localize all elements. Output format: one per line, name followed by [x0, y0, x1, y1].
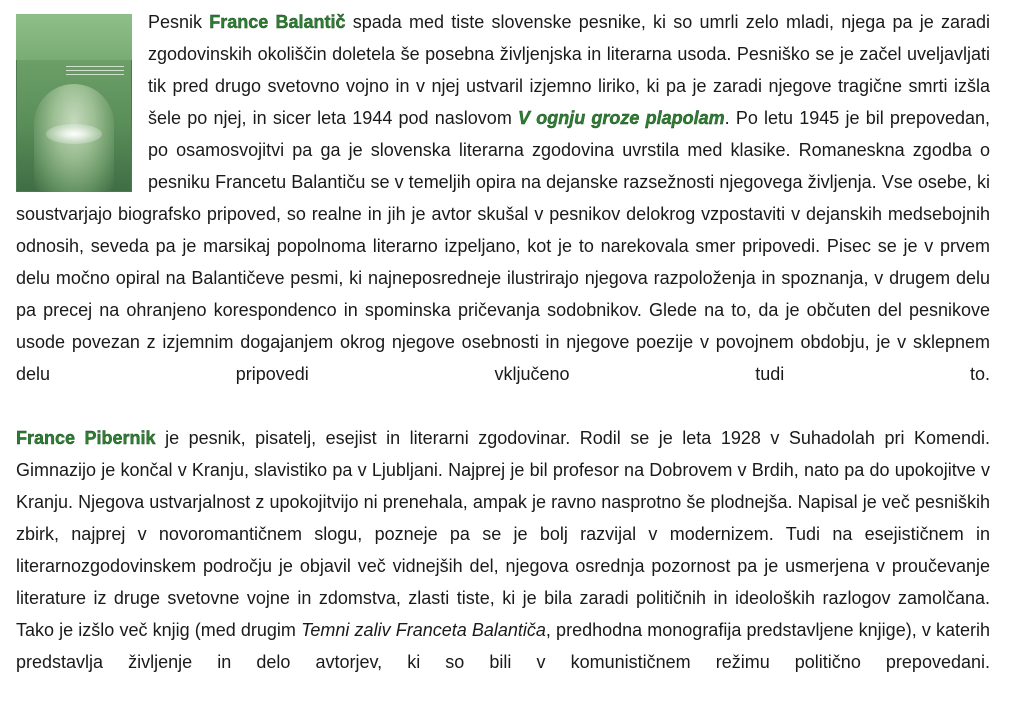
book-cover-title-band [16, 14, 132, 60]
paragraph1-rest: . Po letu 1945 je bil prepovedan, po osamosvojitvi pa ga je slovenska literarna zgodovina uvrstila med klasike. Romaneskna zgodba o pesniku Francetu Balantiču se v temeljih opira na dejanske razsežnosti njegovega življenja. Vse osebe, ki soustvarjajo biografsko pripoved, so realne in jih je avtor skušal v pesnikov delokrog vzpostaviti v dejanskih medsebojnih odnosih, seveda pa je marsikaj popolnoma literarno izpeljano, kot je to narekovala smer pripovedi. Pisec se je v prvem delu močno opiral na Balantičeve pesmi, ki najneposredneje ilustrirajo njegova razpoloženja in spoznanja, v drugem delu pa precej na ohranjeno korespondenco in spominska pričevanja sodobnikov. Glede na to, da je občuten del pesnikove usode povezan z izjemnim dogajanjem okrog njegove osebnosti in njegove poezije v povojnem obdobju, je v sklepnem delu pripovedi vključeno tudi to. [16, 108, 991, 384]
paragraph-balantic [16, 6, 990, 390]
book-cover-highlight [46, 124, 102, 144]
book-title-v-ognju: V ognju groze plapolam [518, 108, 725, 128]
document-page [16, 6, 990, 722]
author-name-pibernik: France Pibernik [16, 428, 156, 448]
book-title-temni-zaliv: Temni zaliv Franceta Balantiča [301, 620, 546, 640]
paragraph-pibernik [16, 422, 990, 678]
paragraph2-body: je pesnik, pisatelj, esejist in literarni zgodovinar. Rodil se je leta 1928 v Suhadolah pri Komendi. Gimnazijo je končal v Kranju, slavistiko pa v Ljubljani. Najprej je bil profesor na Dobrovem v Brdih, nato pa do upokojitve v Kranju. Njegova ustvarjalnost z upokojitvijo ni prenehala, ampak je ravno nasprotno še plodnejša. Napisal je več pesniških zbirk, najprej v novoromantičnem slogu, pozneje pa se je bolj razvijal v modernizem. Tudi na esejističnem in literarnozgodovinskem področju je objavil več vidnejših del, njegova osrednja pozornost pa je usmerjena v proučevanje literature iz druge svetovne vojne in zdomstva, zlasti tiste, ki je bila zaradi političnih in ideoloških razlogov zamolčana. Tako je izšlo več knjig (med drugim [16, 428, 990, 640]
book-cover-image [16, 14, 132, 192]
paragraph2-rest: , predhodna monografija predstavljene knjige), v katerih predstavlja življenje in delo avtorjev, ki so bili v komunističnem režimu politično prepovedani. [16, 620, 990, 672]
paragraph1-intro: Pesnik [148, 12, 210, 32]
paragraph1-body: spada med tiste slovenske pesnike, ki so umrli zelo mladi, njega pa je zaradi zgodovinskih okoliščin doletela še posebna življenjska in literarna usoda. Pesniško se je začel uveljavljati tik pred drugo svetovno vojno in v njej ustvaril izjemno liriko, ki pa je zaradi njegove tragične smrti izšla šele po njej, in sicer leta 1944 pod naslovom [148, 12, 991, 128]
book-cover-subtitle-lines [66, 66, 124, 78]
author-name-balantic: France Balantič [209, 12, 346, 32]
